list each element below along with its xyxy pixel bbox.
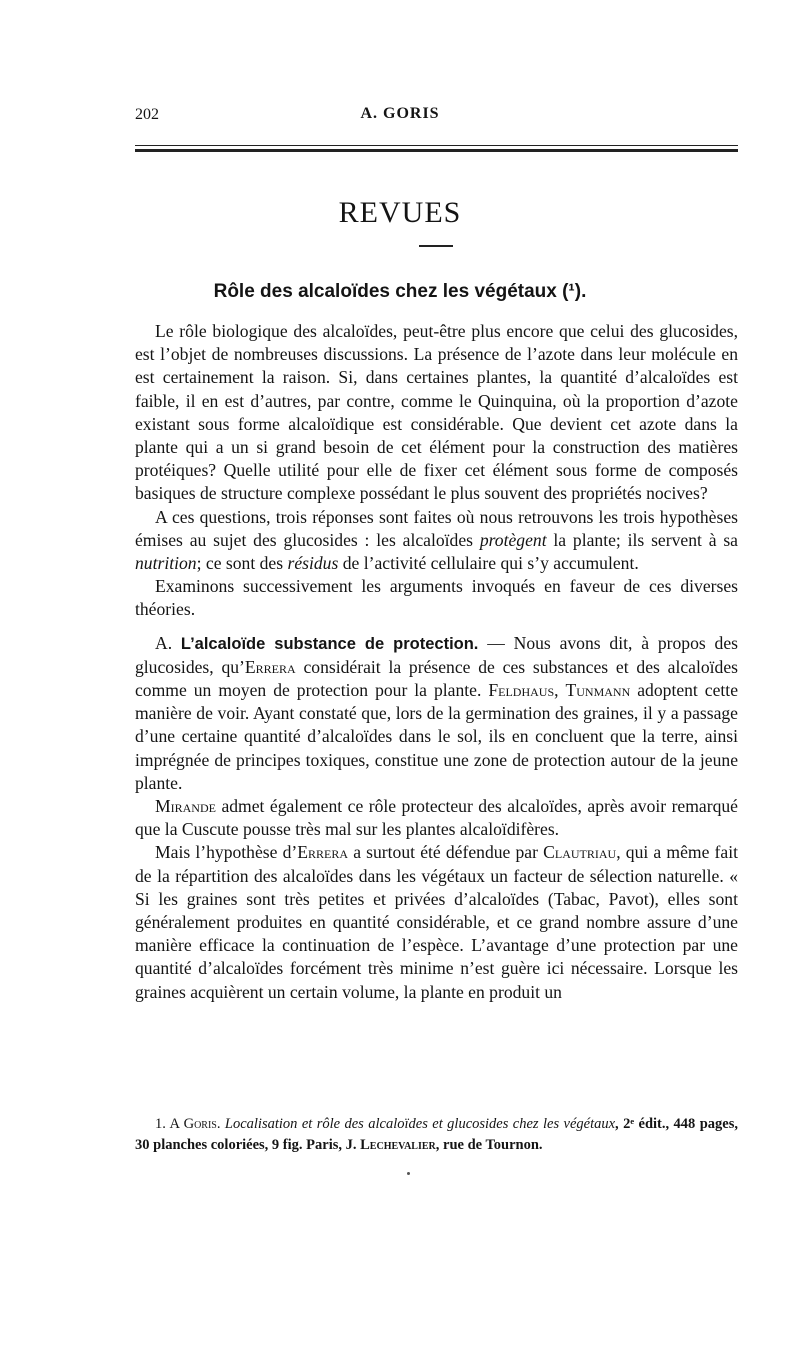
- paragraph-3: Examinons successivement les arguments invoqués en faveur de ces diverses théories.: [135, 576, 738, 620]
- author-tunmann: Tunmann: [565, 680, 631, 701]
- paragraph-4: [135, 632, 738, 795]
- footnote-details: , 2ᵉ édit., 448 pages, 30 planches coloriées, 9 fig. Paris, J.: [135, 1116, 738, 1153]
- text-run: A: [169, 1116, 184, 1132]
- paragraph-1: Le rôle biologique des alcaloïdes, peut-être plus encore que celui des glucosides, est l’objet de nombreuses discussions. La présence de l’azote dans leur molécule en est certainement la raison. Si, dans certaines plantes, la quantité d’alcaloïdes est faible, il en est d’autres, par contre, comme le Quinquina, où la proportion d’azote existant sous forme alcaloïdique est considérable. Que devient cet azote dans la plante qui a un si grand besoin de cet élément pour la construction des matières protéiques? Quelle utilité pour elle de fixer cet élément sous forme de composés basiques de structure complexe possédant le plus souvent des propriétés nocives?: [135, 321, 738, 504]
- running-head: A. GORIS: [360, 105, 440, 122]
- text-run: considérait la présence de ces substances et des alcaloïdes comme un moyen de protection pour la plante.: [135, 656, 739, 701]
- stray-dot: [407, 1172, 410, 1175]
- emphasis-residus: résidus: [287, 553, 339, 574]
- title-separator: [419, 245, 453, 247]
- header-rule-thick: [135, 149, 738, 152]
- footnote-reference: (¹).: [562, 281, 587, 302]
- text-run: A ces questions, trois réponses sont faites où nous retrouvons les trois hypothèses émises au sujet des glucosides : les alcaloïdes: [135, 506, 738, 550]
- text-run: de l’activité cellulaire qui s’y accumulent.: [338, 553, 639, 574]
- footnote-publisher: Lechevalier: [360, 1137, 436, 1153]
- header-double-rule: [135, 145, 738, 153]
- page-number: 202: [135, 106, 159, 123]
- text-run: la plante; ils servent à sa: [546, 529, 738, 550]
- section-title: REVUES: [338, 196, 462, 229]
- author-clautriau: Clautriau: [543, 842, 617, 863]
- text-run: , qui a même fait de la répartition des alcaloïdes dans les végétaux un facteur de sélection naturelle. « Si les graines sont très petites et privées d’alcaloïdes (Tabac, Pavot), elles sont généralement produites en quantité considérable, et ce grand nombre assure d’une manière efficace la continuation de l’espèce. L’avantage d’une protection par une quantité d’alcaloïdes forcément très minime n’est guère ici nécessaire. Lorsque les graines acquièrent un certain volume, la plante en produit un: [135, 842, 738, 1002]
- text-run: ; ce sont des: [196, 553, 288, 574]
- article-title: [0, 281, 800, 303]
- footnote-book-title: Localisation et rôle des alcaloïdes et glucosides chez les végétaux: [224, 1116, 616, 1132]
- text-run: Mais l’hypothèse d’: [155, 842, 298, 863]
- author-errera: Errera: [244, 656, 296, 677]
- text-run: adoptent cette manière de voir. Ayant constaté que, lors de la germination des graines, il y a passage d’une certaine quantité d’alcaloïdes dans le sol, ils en concluent que la terre, ainsi imprégnée de principes toxiques, constitue une zone de protection autour de la jeune plante.: [135, 680, 739, 793]
- footnote-1: 1. A Goris. Localisation et rôle des alcaloïdes et glucosides chez les végétaux, 2ᵉ édit., 448 pages, 30 planches coloriées, 9 fig. Paris, J. Lechevalier, rue de Tournon.: [135, 1116, 738, 1153]
- paragraph-5: [135, 795, 738, 841]
- text-run: — Nous avons dit, à propos des glucosides, qu’: [135, 632, 738, 677]
- article-body: [135, 320, 738, 1004]
- header-rule-thin: [135, 145, 738, 146]
- paragraph-2: [135, 506, 738, 576]
- author-mirande: Mirande: [155, 796, 216, 817]
- footnote-number: 1.: [155, 1116, 166, 1132]
- paragraph-6: [135, 841, 738, 1003]
- author-errera: Errera: [297, 842, 349, 863]
- text-run: admet également ce rôle protecteur des alcaloïdes, après avoir remarqué que la Cuscute pousse très mal sur les plantes alcaloïdifères.: [135, 796, 738, 840]
- subsection-heading: L’alcaloïde substance de protection.: [180, 634, 479, 653]
- emphasis-nutrition: nutrition: [135, 553, 197, 574]
- article-title-text: Rôle des alcaloïdes chez les végétaux: [213, 281, 557, 302]
- author-feldhaus: Feldhaus: [488, 680, 555, 701]
- emphasis-protegent: protègent: [479, 529, 547, 550]
- footnote-author: Goris: [183, 1116, 217, 1132]
- subsection-label: A.: [155, 632, 173, 653]
- text-run: ,: [554, 680, 566, 701]
- footnotes: [135, 1114, 738, 1156]
- footnote-address: , rue de Tournon.: [435, 1137, 543, 1153]
- text-run: a surtout été défendue par: [348, 842, 544, 863]
